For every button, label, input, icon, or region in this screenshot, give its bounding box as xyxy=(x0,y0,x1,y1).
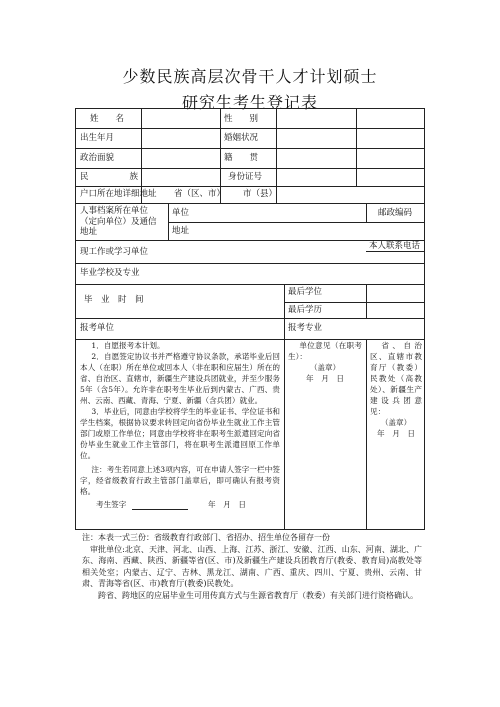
pledge-item-1: 1．自愿报考本计划。 xyxy=(91,341,165,350)
unit-opinion xyxy=(288,340,362,384)
document-subtitle: 研究生考生登记表 xyxy=(181,93,318,112)
gender-label: 性 别 xyxy=(224,114,259,124)
id-label: 身份证号 xyxy=(228,172,263,182)
hukou-province-label: 省（区、市） xyxy=(174,189,226,199)
province-opinion-seal: （盖章） xyxy=(380,418,412,427)
pledge-item-2: 2．自愿签定协议书并严格遵守协议条款，承诺毕业后回本人（在职）所在单位或回本人（非在职和应届生）所在的省、自治区、直辖市，新疆生产建设兵团就业，并至少服务5年（含5年）。允许非在职考生毕业后到内蒙古、广西、贵州、云南、西藏、青海、宁夏、新疆（含兵团）就业。 xyxy=(80,352,280,405)
school-major-label: 毕业学校及专业 xyxy=(80,268,140,278)
political-label: 政治面貌 xyxy=(80,153,115,163)
pledge-note: 注：考生若同意上述3项内容，可在申请人签字一栏中签字，经省级教育行政主管部门盖章后，即可确认有报考资格。 xyxy=(80,465,280,496)
address-label: 地址 xyxy=(172,226,190,236)
unit-label: 单位 xyxy=(172,208,190,218)
note-copies: 注：本表一式三份：省级教育行政部门、省招办、招生单位各留存一份 xyxy=(82,533,330,542)
ethnic-label: 民 族 xyxy=(80,172,147,182)
name-label: 姓 名 xyxy=(90,114,125,124)
graduation-time-label: 毕 业 时 间 xyxy=(84,295,144,305)
contact-phone-label: 本人联系电话 xyxy=(369,241,421,251)
birth-label: 出生年月 xyxy=(80,133,115,143)
signature-row xyxy=(80,499,280,511)
province-opinion-text: 省、自治区、直辖市教育厅（教委）民教处（高教处）、新疆生产建设兵团意见： xyxy=(370,341,422,416)
last-education-label: 最后学历 xyxy=(288,305,323,315)
document-title: 少数民族高层次骨干人才计划硕士 xyxy=(122,67,378,86)
unit-opinion-seal: （盖章） xyxy=(309,363,341,372)
last-degree-label: 最后学位 xyxy=(288,287,323,297)
current-unit-label: 现工作或学习单位 xyxy=(80,247,149,257)
hukou-label: 户口所在地详细地址 xyxy=(80,189,157,199)
note-fax: 跨省、跨地区的应届毕业生可用传真方式与生源省教育厅（教委）有关部门进行资格确认。 xyxy=(98,590,418,600)
registration-form xyxy=(75,108,425,340)
signature-date: 年 月 日 xyxy=(208,500,246,509)
pledge-section xyxy=(75,340,425,530)
signature-label: 考生签字 xyxy=(96,500,127,509)
province-opinion xyxy=(370,340,422,439)
pledge-item-3: 3．毕业后，同意由学校将学生的毕业证书、学位证书和学生档案，根据协议要求转回定向省份毕业生就业工作主管部门或原工作单位；同意由学校将非在职考生派遣回定向省份毕业生就业工作主管部门，将在职考生派遣回原工作单位。 xyxy=(80,407,280,460)
province-opinion-date: 年 月 日 xyxy=(377,429,415,438)
apply-major-label: 报考专业 xyxy=(288,323,323,333)
hukou-city-label: 市（县） xyxy=(243,189,278,199)
unit-opinion-date: 年 月 日 xyxy=(306,374,344,383)
native-label: 籍 贯 xyxy=(224,153,259,163)
note-approval-units: 审批单位:北京、天津、河北、山西、上海、江苏、浙江、安徽、江西、山东、河南、湖北、广东、海南、西藏、陕西、新疆等省(区、市)及新疆生产建设兵团教育厅(教委、教育局)高教处等相关处室；内蒙古、辽宁、吉林、黑龙江、湖南、广西、重庆、四川、宁夏、贵州、云南、甘肃、青海等省(区、市)教育厅(教委)民教处。 xyxy=(82,544,422,588)
pledge-text xyxy=(80,340,280,511)
postcode-label: 邮政编码 xyxy=(378,208,413,218)
footer-notes xyxy=(82,532,422,601)
apply-unit-label: 报考单位 xyxy=(80,323,115,333)
signature-line[interactable] xyxy=(132,509,188,510)
archive-label: 人事档案所在单位（定向单位）及通信地址 xyxy=(80,206,157,237)
unit-opinion-text: 单位意见（在职考生）： xyxy=(288,341,362,361)
marital-label: 婚姻状况 xyxy=(224,133,259,143)
